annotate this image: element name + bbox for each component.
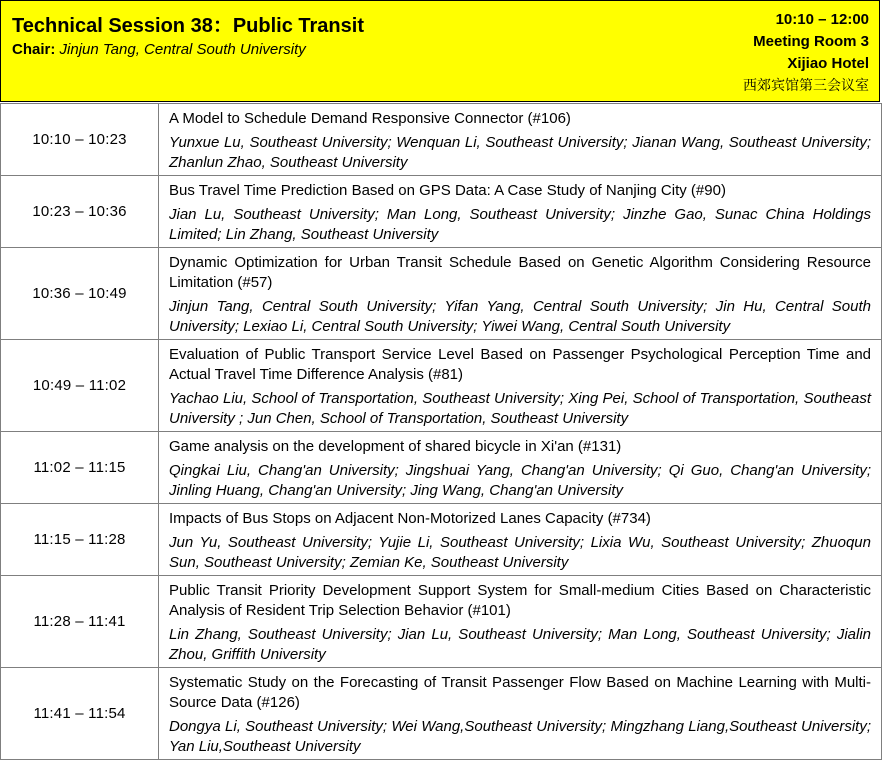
session-hotel: Xijiao Hotel — [787, 55, 869, 72]
schedule-table — [0, 103, 882, 760]
paper-authors: Jinjun Tang, Central South University; Yifan Yang, Central South University; Jin Hu, Central South University; Lexiao Li, Central South University; Yiwei Wang, Central South University — [169, 298, 871, 335]
paper-title: Impacts of Bus Stops on Adjacent Non-Motorized Lanes Capacity (#734) — [169, 510, 651, 527]
paper-time: 10:10 – 10:23 — [1, 104, 159, 176]
paper-title: Dynamic Optimization for Urban Transit Schedule Based on Genetic Algorithm Considering Resource Limitation (#57) — [169, 254, 871, 291]
table-row — [1, 432, 882, 504]
paper-authors: Dongya Li, Southeast University; Wei Wang,Southeast University; Mingzhang Liang,Southeast University; Yan Liu,Southeast University — [169, 718, 871, 755]
paper-authors: Yachao Liu, School of Transportation, Southeast University; Xing Pei, School of Transportation, Southeast University ; Jun Chen, School of Transportation, Southeast University — [169, 390, 871, 427]
paper-time: 11:41 – 11:54 — [1, 668, 159, 760]
paper-title: Systematic Study on the Forecasting of Transit Passenger Flow Based on Machine Learning with Multi-Source Data (#126) — [169, 674, 871, 711]
paper-time: 11:28 – 11:41 — [1, 576, 159, 668]
paper-authors: Yunxue Lu, Southeast University; Wenquan Li, Southeast University; Jianan Wang, Southeast University; Zhanlun Zhao, Southeast University — [169, 134, 871, 171]
chair-name: Jinjun Tang, Central South University — [59, 41, 306, 58]
session-title: Technical Session 38：Public Transit — [12, 15, 364, 37]
paper-title: A Model to Schedule Demand Responsive Connector (#106) — [169, 110, 571, 127]
session-info — [743, 9, 869, 97]
paper-cell — [159, 576, 882, 668]
paper-time: 11:15 – 11:28 — [1, 504, 159, 576]
chair-label: Chair: — [12, 41, 56, 58]
session-chair — [12, 41, 306, 58]
table-row — [1, 340, 882, 432]
paper-cell — [159, 504, 882, 576]
table-row — [1, 668, 882, 760]
table-row — [1, 248, 882, 340]
paper-cell — [159, 248, 882, 340]
paper-cell — [159, 104, 882, 176]
paper-cell — [159, 340, 882, 432]
paper-authors: Lin Zhang, Southeast University; Jian Lu, Southeast University; Man Long, Southeast University; Jialin Zhou, Griffith University — [169, 626, 871, 663]
paper-cell — [159, 668, 882, 760]
paper-title: Public Transit Priority Development Support System for Small-medium Cities Based on Characteristic Analysis of Resident Trip Selection Behavior (#101) — [169, 582, 871, 619]
paper-time: 10:23 – 10:36 — [1, 176, 159, 248]
table-row — [1, 504, 882, 576]
paper-title: Game analysis on the development of shared bicycle in Xi'an (#131) — [169, 438, 622, 455]
paper-title: Bus Travel Time Prediction Based on GPS Data: A Case Study of Nanjing City (#90) — [169, 182, 726, 199]
session-room-chinese: 西郊宾馆第三会议室 — [743, 78, 869, 94]
paper-cell — [159, 176, 882, 248]
session-header — [0, 0, 880, 102]
table-row — [1, 576, 882, 668]
table-row — [1, 176, 882, 248]
table-row — [1, 104, 882, 176]
paper-authors: Jian Lu, Southeast University; Man Long, Southeast University; Jinzhe Gao, Sunac China Holdings Limited; Lin Zhang, Southeast University — [169, 206, 871, 243]
paper-authors: Qingkai Liu, Chang'an University; Jingshuai Yang, Chang'an University; Qi Guo, Chang'an University; Jinling Huang, Chang'an University; Jing Wang, Chang'an University — [169, 462, 871, 499]
paper-cell — [159, 432, 882, 504]
paper-authors: Jun Yu, Southeast University; Yujie Li, Southeast University; Lixia Wu, Southeast University; Zhuoqun Sun, Southeast University; Zemian Ke, Southeast University — [169, 534, 871, 571]
paper-time: 11:02 – 11:15 — [1, 432, 159, 504]
paper-time: 10:36 – 10:49 — [1, 248, 159, 340]
paper-time: 10:49 – 11:02 — [1, 340, 159, 432]
session-room: Meeting Room 3 — [753, 33, 869, 50]
paper-title: Evaluation of Public Transport Service Level Based on Passenger Psychological Perception Time and Actual Travel Time Difference Analysis (#81) — [169, 346, 871, 383]
session-time: 10:10 – 12:00 — [775, 11, 869, 28]
